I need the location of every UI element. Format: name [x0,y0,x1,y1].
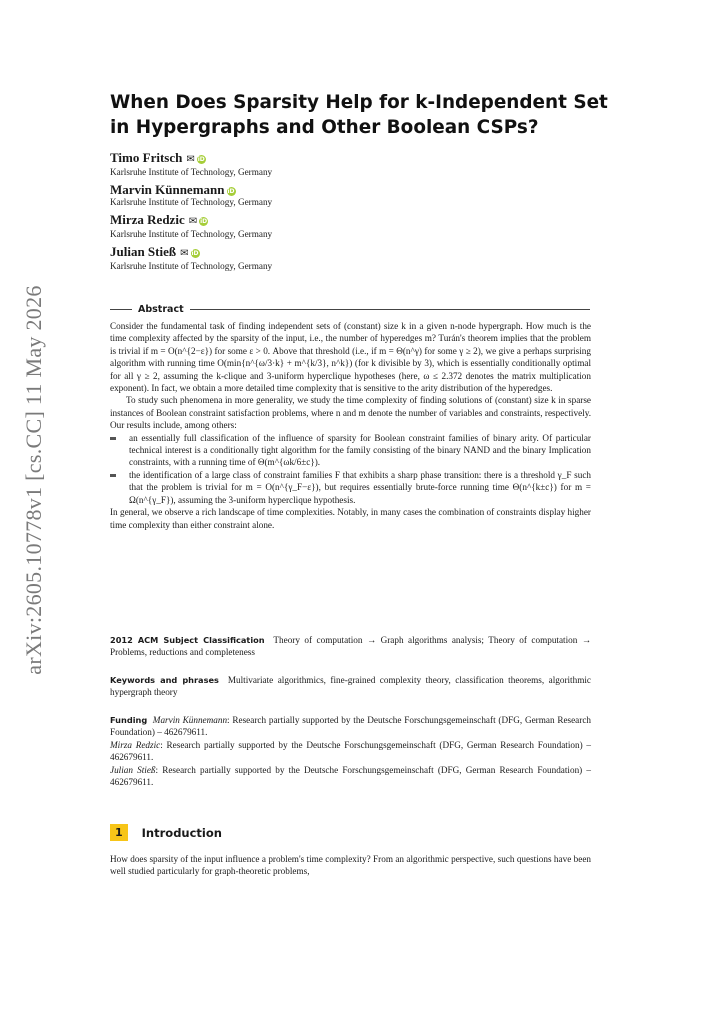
author-list [110,150,590,276]
paper-title [110,90,610,140]
intro-paragraph: How does sparsity of the input influence a problem's time complexity? From an algorithmic perspective, such questions have been well studied particularly for graph-theoretic problems, [110,854,591,877]
mail-icon[interactable]: ✉ [186,154,195,165]
abstract-label: Abstract [138,304,184,315]
author-affiliation: Karlsruhe Institute of Technology, Germany [110,167,273,177]
author-affiliation: Karlsruhe Institute of Technology, Germany [110,197,273,207]
list-item [110,469,591,506]
keywords-label: Keywords and phrases [110,675,219,685]
abstract-paragraph: Consider the fundamental task of finding independent sets of (constant) size k in a given n-node hypergraph. How much is the time complexity affected by the sparsity of the input, i.e., the number of hyperedges m? Turán's theorem implies that the problem is trivial if m = O(n^{2−ε}) for some ε > 0. Above that threshold (i.e., if m = Θ(n^γ) for some γ ≥ 2), we give a perhaps surprising algorithm with running time O(min{n^{ω/3·k} + m^{k/3}, n^k}) (for k divisible by 3), which is essentially conditionally optimal for all γ ≥ 2, assuming the k-clique and 3-uniform hyperclique hypotheses (here, ω ≤ 2.372 denotes the matrix multiplication exponent). In fact, we obtain a more detailed time complexity that is sensitive to the arity distribution of the hyperedges. [110,321,591,394]
funding-text: : Research partially supported by the Deutsche Forschungsgemeinschaft (DFG, German Research Foundation) – 462679611. [110,764,591,788]
acm-label: 2012 ACM Subject Classification [110,635,265,645]
section-text [110,853,591,878]
funding [110,714,591,788]
author-entry [110,150,590,178]
author-affiliation: Karlsruhe Institute of Technology, Germany [110,261,273,271]
acm-text: Theory of computation → Graph algorithms analysis; Theory of computation → Problems, reductions and completeness [110,635,592,658]
acm-classification [110,634,591,659]
author-affiliation: Karlsruhe Institute of Technology, Germany [110,229,273,239]
author-name: Marvin Künnemann [110,182,225,197]
section-number: 1 [110,824,128,841]
list-item [110,432,591,469]
title-line-2: in Hypergraphs and Other Boolean CSPs? [110,117,539,138]
mail-icon[interactable]: ✉ [180,248,189,259]
list-item-text: the identification of a large class of constraint families F that exhibits a sharp phase transition: there is a threshold γ_F such that the problem is trivial for m = O(n^{γ_F−ε}), but requires essentially brute-force running time Θ(n^{k±c}) for m = Ω(n^{γ_F}), assuming the 3-uniform hyperclique hypothesis. [129,469,591,505]
author-entry [110,244,590,272]
author-entry [110,182,590,208]
keywords-text: Multivariate algorithmics, fine-grained complexity theory, classification theorems, algorithmic hypergraph theory [110,675,591,698]
list-item-text: an essentially full classification of the influence of sparsity for Boolean constraint families of binary arity. Of particular technical interest is a conditionally tight algorithm for the family consisting of the binary NAND and the binary Implication constraints, with a running time of Θ(m^{ωk/6±c}). [129,432,591,468]
orcid-icon[interactable]: iD [200,218,208,225]
bullet-icon [110,469,124,506]
funding-person: Marvin Künnemann [152,715,228,725]
heading-rule [110,309,132,310]
author-name: Mirza Redzic [110,212,185,227]
section-heading [110,824,222,841]
orcid-icon[interactable]: iD [197,156,205,163]
funding-person: Mirza Redzic [110,739,161,750]
funding-person: Julian Stieß [110,764,156,775]
funding-text: : Research partially supported by the Deutsche Forschungsgemeinschaft (DFG, German Research Foundation) – 462679611. [110,715,591,738]
abstract-body [110,320,591,531]
author-entry [110,212,590,240]
author-name: Julian Stieß [110,244,177,259]
section-title: Introduction [141,825,222,840]
mail-icon[interactable]: ✉ [188,216,198,227]
abstract-paragraph: In general, we observe a rich landscape of time complexities. Notably, in many cases the combination of constraints display higher time complexity than either constraint alone. [110,507,591,530]
keywords [110,674,591,699]
orcid-icon[interactable]: iD [227,188,235,195]
heading-rule [190,309,590,310]
title-line-1: When Does Sparsity Help for k-Independent Set [110,92,608,113]
orcid-icon[interactable]: iD [191,250,199,257]
funding-text: : Research partially supported by the Deutsche Forschungsgemeinschaft (DFG, German Research Foundation) – 462679611. [110,739,591,763]
abstract-paragraph: To study such phenomena in more generality, we study the time complexity of finding solutions of (constant) size k in sparse instances of Boolean constraint satisfaction problems, where n and m denote the number of variables and constraints, respectively. Our results include, among others: [110,395,591,431]
author-name: Timo Fritsch [110,150,183,165]
bullet-icon [110,432,124,469]
funding-label: Funding [110,715,148,725]
abstract-heading [110,304,590,315]
